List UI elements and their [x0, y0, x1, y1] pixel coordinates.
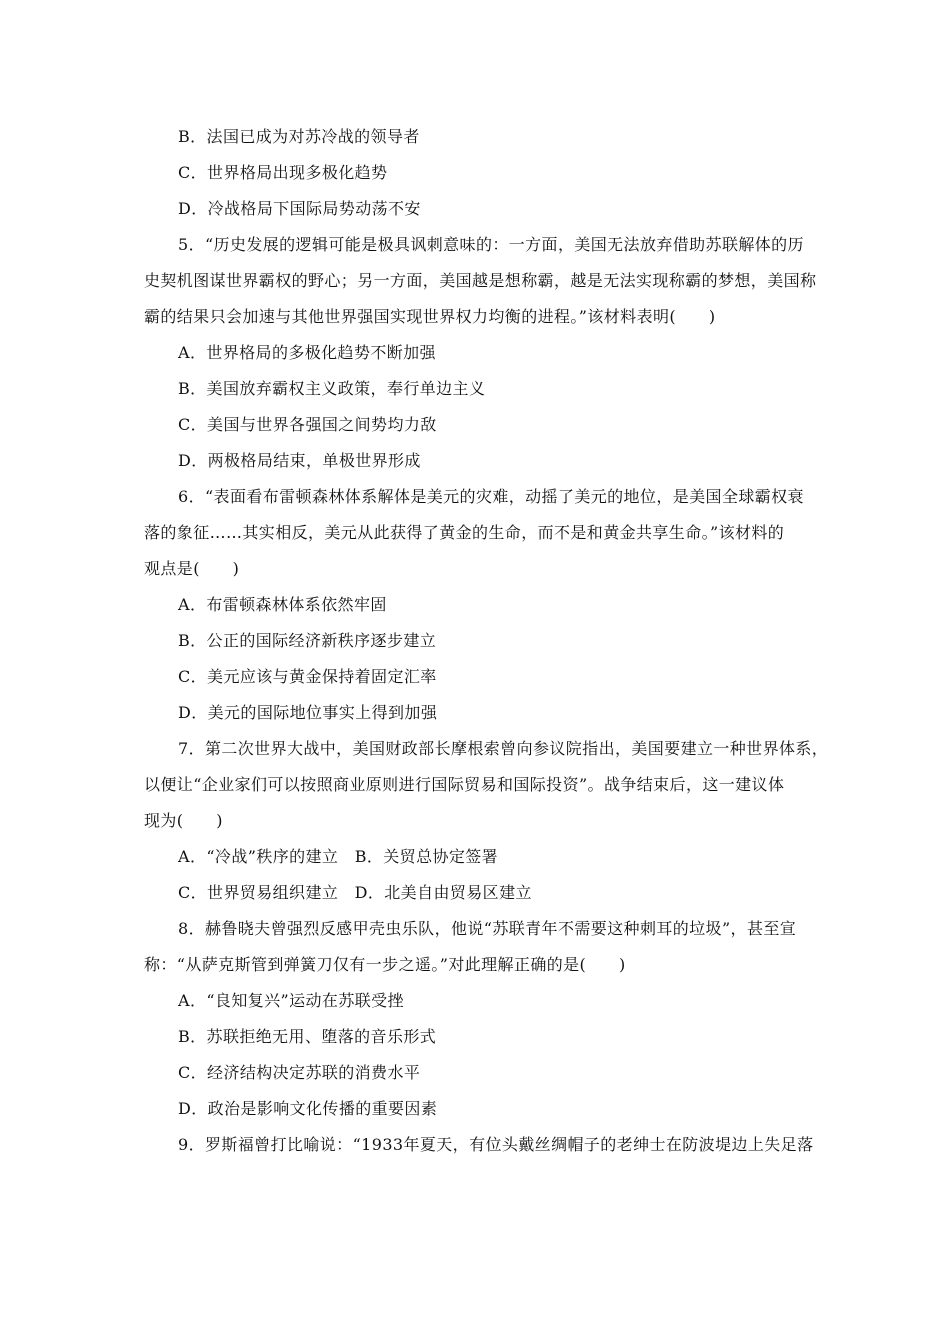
- q7-options-ab: A．“冷战”秩序的建立 B．关贸总协定签署: [178, 847, 499, 866]
- q5-stem-line-2: 史契机图谋世界霸权的野心；另一方面，美国越是想称霸，越是无法实现称霸的梦想，美国称: [144, 271, 817, 290]
- q6-stem-line-3: 观点是( ): [144, 559, 240, 578]
- q7-stem-line-3: 现为( ): [144, 811, 223, 830]
- q9-stem-line-1: 9．罗斯福曾打比喻说：“1933年夏天，有位头戴丝绸帽子的老绅士在防波堤边上失足落: [178, 1135, 814, 1154]
- q5-option-a: A．世界格局的多极化趋势不断加强: [178, 343, 436, 362]
- q6-option-c: C．美元应该与黄金保持着固定汇率: [178, 667, 437, 686]
- q8-option-a: A．“良知复兴”运动在苏联受挫: [178, 991, 404, 1010]
- q6-stem-line-1: 6．“表面看布雷顿森林体系解体是美元的灾难，动摇了美元的地位，是美国全球霸权衰: [178, 487, 804, 506]
- q5-option-c: C．美国与世界各强国之间势均力敌: [178, 415, 437, 434]
- q8-option-c: C．经济结构决定苏联的消费水平: [178, 1063, 421, 1082]
- q8-option-b: B．苏联拒绝无用、堕落的音乐形式: [178, 1027, 437, 1046]
- q8-option-d: D．政治是影响文化传播的重要因素: [178, 1099, 438, 1118]
- q7-options-cd: C．世界贸易组织建立 D．北美自由贸易区建立: [178, 883, 532, 902]
- q5-stem-line-1: 5．“历史发展的逻辑可能是极具讽刺意味的：一方面，美国无法放弃借助苏联解体的历: [178, 235, 804, 254]
- q4-option-d: D．冷战格局下国际局势动荡不安: [178, 199, 421, 218]
- q8-stem-line-2: 称：“从萨克斯管到弹簧刀仅有一步之遥。”对此理解正确的是( ): [144, 955, 626, 974]
- q5-stem-line-3: 霸的结果只会加速与其他世界强国实现世界权力均衡的进程。”该材料表明( ): [144, 307, 716, 326]
- q4-option-b: B．法国已成为对苏冷战的领导者: [178, 127, 420, 146]
- q5-option-d: D．两极格局结束，单极世界形成: [178, 451, 421, 470]
- q7-stem-line-2: 以便让“企业家们可以按照商业原则进行国际贸易和国际投资”。战争结束后，这一建议体: [144, 775, 785, 794]
- q6-option-b: B．公正的国际经济新秩序逐步建立: [178, 631, 437, 650]
- q5-option-b: B．美国放弃霸权主义政策，奉行单边主义: [178, 379, 486, 398]
- q6-option-a: A．布雷顿森林体系依然牢固: [178, 595, 387, 614]
- q8-stem-line-1: 8．赫鲁晓夫曾强烈反感甲壳虫乐队，他说“苏联青年不需要这种刺耳的垃圾”，甚至宣: [178, 919, 797, 938]
- q7-stem-line-1: 7．第二次世界大战中，美国财政部长摩根索曾向参议院指出，美国要建立一种世界体系，: [178, 739, 829, 758]
- q6-option-d: D．美元的国际地位事实上得到加强: [178, 703, 438, 722]
- q4-option-c: C．世界格局出现多极化趋势: [178, 163, 388, 182]
- q6-stem-line-2: 落的象征……其实相反，美元从此获得了黄金的生命，而不是和黄金共享生命。”该材料的: [144, 523, 785, 542]
